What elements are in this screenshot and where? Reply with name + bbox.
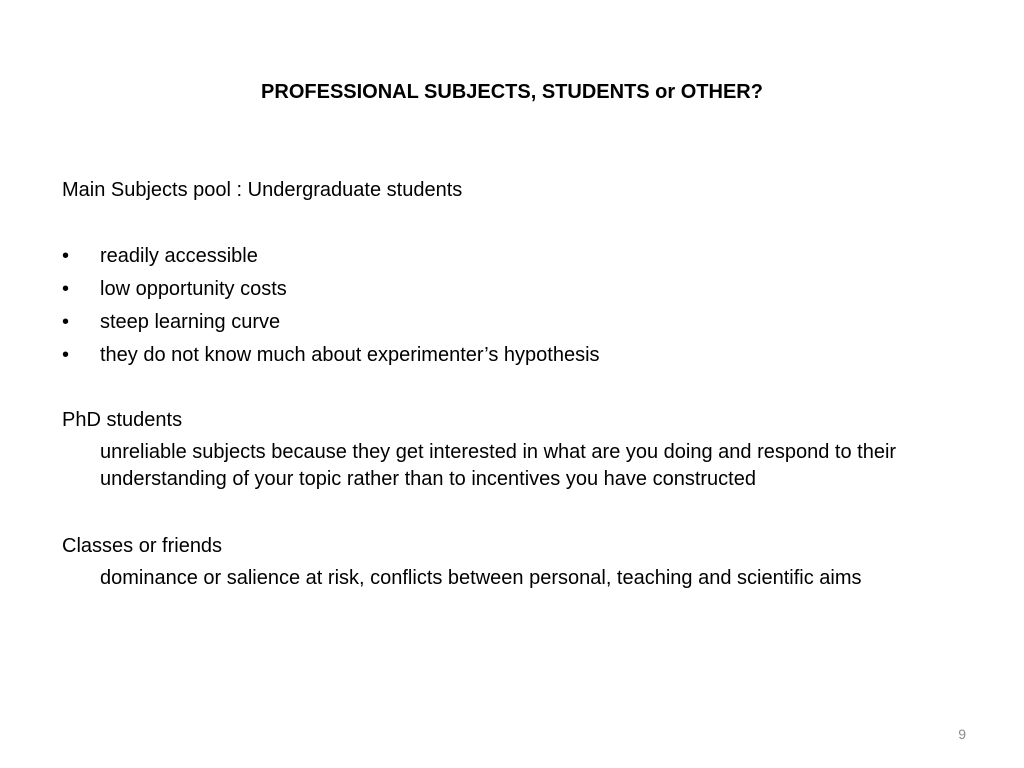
bullet-text: readily accessible [100, 245, 258, 267]
bullet-icon: • [62, 245, 70, 267]
bullet-icon: • [62, 311, 70, 333]
slide-title: PROFESSIONAL SUBJECTS, STUDENTS or OTHER? [261, 81, 763, 103]
page-number: 9 [958, 726, 966, 742]
classes-friends-detail: dominance or salience at risk, conflicts between personal, teaching and scientific aims [100, 567, 862, 589]
bullet-text: they do not know much about experimenter’s hypothesis [100, 344, 600, 366]
bullet-icon: • [62, 344, 70, 366]
classes-friends-heading: Classes or friends [62, 535, 223, 557]
phd-students-heading: PhD students [62, 409, 183, 431]
phd-students-detail: unreliable subjects because they get interested in what are you doing and respond to their understanding of your topic rather than to incentives you have constructed [100, 441, 897, 490]
bullet-text: low opportunity costs [100, 278, 287, 300]
bullet-icon: • [62, 278, 70, 300]
main-subjects-pool-text: Main Subjects pool : Undergraduate students [62, 179, 463, 201]
bullet-text: steep learning curve [100, 311, 281, 333]
